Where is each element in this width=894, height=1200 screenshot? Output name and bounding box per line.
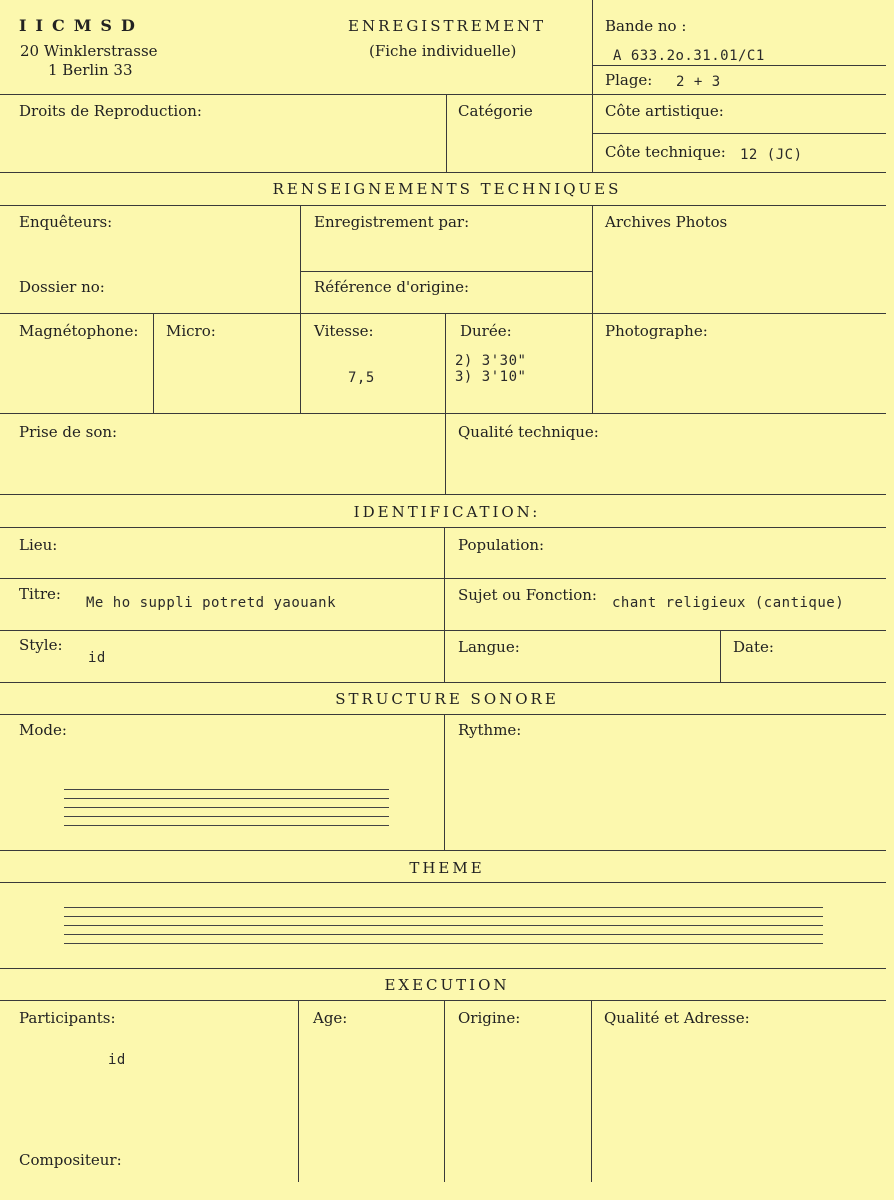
- rythme-label: Rythme:: [458, 721, 522, 739]
- divider: [0, 494, 886, 495]
- age-label: Age:: [313, 1009, 348, 1027]
- divider: [592, 65, 886, 66]
- magnetophone-label: Magnétophone:: [19, 322, 139, 340]
- compositeur-label: Compositeur:: [19, 1151, 122, 1169]
- staff-line: [64, 807, 389, 808]
- sujet-value: chant religieux (cantique): [612, 595, 845, 611]
- staff-line: [64, 789, 389, 790]
- divider: [444, 714, 445, 850]
- origine-label: Origine:: [458, 1009, 521, 1027]
- divider: [0, 313, 886, 314]
- divider: [0, 527, 886, 528]
- enregistrement-par-label: Enregistrement par:: [314, 213, 470, 231]
- duree-line-2: 3) 3'10": [455, 369, 527, 385]
- titre-value: Me ho suppli potretd yaouank: [86, 595, 337, 611]
- cote-technique-value: 12 (JC): [740, 147, 803, 163]
- divider: [300, 313, 301, 414]
- divider: [0, 630, 886, 631]
- institute-logo: IICMSD: [19, 16, 144, 35]
- divider: [592, 205, 593, 414]
- divider: [444, 1000, 445, 1182]
- cote-technique-label: Côte technique:: [605, 143, 726, 161]
- archives-photos-label: Archives Photos: [605, 213, 728, 231]
- population-label: Population:: [458, 536, 545, 554]
- address-line-1: 20 Winklerstrasse: [20, 42, 158, 60]
- divider: [0, 850, 886, 851]
- staff-line: [64, 916, 823, 917]
- staff-line: [64, 925, 823, 926]
- divider: [0, 172, 886, 173]
- participants-label: Participants:: [19, 1009, 116, 1027]
- mode-label: Mode:: [19, 721, 67, 739]
- divider: [591, 1000, 592, 1182]
- photographe-label: Photographe:: [605, 322, 708, 340]
- plage-value: 2 + 3: [676, 74, 721, 90]
- staff-line: [64, 816, 389, 817]
- divider: [0, 1000, 886, 1001]
- divider: [0, 968, 886, 969]
- lieu-label: Lieu:: [19, 536, 58, 554]
- duree-line-1: 2) 3'30": [455, 353, 527, 369]
- style-value: id: [88, 650, 106, 666]
- divider: [446, 94, 447, 172]
- droits-label: Droits de Reproduction:: [19, 102, 202, 120]
- reference-label: Référence d'origine:: [314, 278, 470, 296]
- form-subtitle: (Fiche individuelle): [369, 42, 517, 60]
- date-label: Date:: [733, 638, 774, 656]
- duree-label: Durée:: [460, 322, 512, 340]
- divider: [444, 527, 445, 682]
- section-title-execution: EXECUTION: [384, 976, 510, 994]
- staff-line: [64, 798, 389, 799]
- divider: [0, 413, 886, 414]
- divider: [298, 1000, 299, 1182]
- divider: [0, 882, 886, 883]
- section-title-technical: RENSEIGNEMENTS TECHNIQUES: [272, 180, 622, 198]
- divider: [0, 205, 886, 206]
- staff-line: [64, 907, 823, 908]
- plage-label: Plage:: [605, 71, 653, 89]
- categorie-label: Catégorie: [458, 102, 533, 120]
- divider: [0, 714, 886, 715]
- qualite-adresse-label: Qualité et Adresse:: [604, 1009, 750, 1027]
- micro-label: Micro:: [166, 322, 216, 340]
- participants-value: id: [108, 1052, 126, 1068]
- sujet-label: Sujet ou Fonction:: [458, 586, 597, 604]
- prise-de-son-label: Prise de son:: [19, 423, 118, 441]
- section-title-structure: STRUCTURE SONORE: [335, 690, 559, 708]
- vitesse-label: Vitesse:: [314, 322, 374, 340]
- qualite-technique-label: Qualité technique:: [458, 423, 599, 441]
- divider: [300, 271, 592, 272]
- staff-line: [64, 934, 823, 935]
- enqueteurs-label: Enquêteurs:: [19, 213, 113, 231]
- cote-artistique-label: Côte artistique:: [605, 102, 724, 120]
- staff-line: [64, 943, 823, 944]
- divider: [445, 313, 446, 495]
- langue-label: Langue:: [458, 638, 520, 656]
- form-title: ENREGISTREMENT: [348, 17, 547, 35]
- dossier-label: Dossier no:: [19, 278, 105, 296]
- section-title-identification: IDENTIFICATION:: [353, 503, 541, 521]
- divider: [0, 578, 886, 579]
- divider: [153, 313, 154, 414]
- divider: [592, 133, 886, 134]
- divider: [720, 630, 721, 682]
- bande-label: Bande no :: [605, 17, 687, 35]
- style-label: Style:: [19, 636, 63, 654]
- vitesse-value: 7,5: [348, 370, 375, 386]
- divider: [0, 94, 886, 95]
- divider: [0, 682, 886, 683]
- divider: [592, 0, 593, 94]
- divider: [300, 205, 301, 313]
- section-title-theme: THEME: [409, 859, 485, 877]
- titre-label: Titre:: [19, 585, 61, 603]
- staff-line: [64, 825, 389, 826]
- address-line-2: 1 Berlin 33: [48, 61, 133, 79]
- bande-value: A 633.2o.31.01/C1: [613, 48, 765, 64]
